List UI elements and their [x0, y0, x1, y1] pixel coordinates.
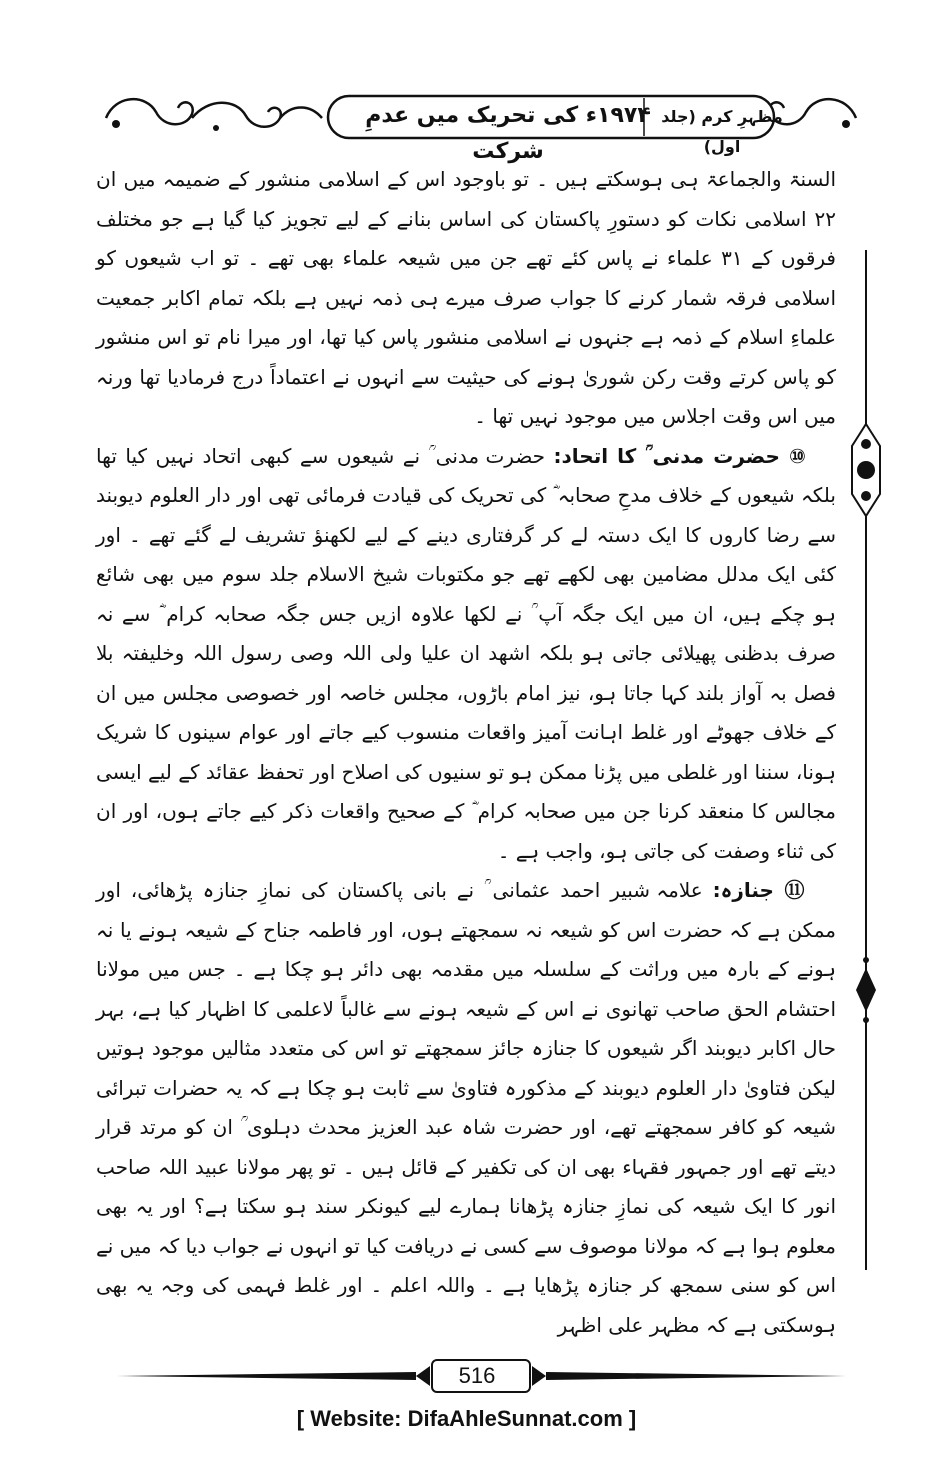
paragraph-text: السنۃ والجماعۃ ہی ہوسکتے ہیں ۔ تو باوجود اس کے اسلامی منشور کے ضمیمہ میں ان ۲۲ اسلامی نکات کو دستورِ پاکستان کی اساس بنانے کے لیے تجویز کیا گیا ہے جو مختلف فرقوں کے ۳۱ علماء نے پاس کئے تھے جن میں شیعہ علماء بھی تھے ۔ تو اب شیعوں کو اسلامی فرقہ شمار کرنے کا جواب صرف میرے ہی ذمہ نہیں ہے بلکہ تمام اکابر جمعیت علماءِ اسلام کے ذمہ ہے جنہوں نے اسلامی منشور پاس کیا تھا، اور میرا نام تو اس منشور کو پاس کرتے وقت رکن شوریٰ ہونے کی حیثیت سے انہوں نے اعتماداً درج فرمادیا تھا ورنہ میں اس وقت اجلاس میں موجود نہیں تھا ۔ — [96, 167, 836, 428]
paragraph-text: علامہ شبیر احمد عثمانی ؒ نے بانی پاکستان کی نمازِ جنازہ پڑھائی، اور ممکن ہے کہ حضرت اس کو شیعہ نہ سمجھتے ہوں، اور فاطمہ جناح کے شیعہ ہونے یا نہ ہونے کے بارہ میں وراثت کے سلسلہ میں مقدمہ بھی دائر ہو چکا ہے ۔ جس میں مولانا احتشام الحق صاحب تھانوی نے اس کے شیعہ ہونے سے غالباً لاعلمی کا اظہار کیا ہے، بہر حال اکابر دیوبند اگر شیعوں کا جنازہ جائز سمجھتے تو اس کی متعدد مثالیں موجود ہوتیں لیکن فتاویٰ دار العلوم دیوبند کے مذکورہ فتاویٰ سے ثابت ہو چکا ہے کہ یہ حضرات تبرائی شیعہ کو کافر سمجھتے تھے، اور حضرت شاہ عبد العزیز محدث دہلوی ؒ ان کو مرتد قرار دیتے تھے اور جمہور فقہاء بھی ان کی تکفیر کے قائل ہیں ۔ تو پھر مولانا عبید اللہ صاحب انور کا ایک شیعہ کی نمازِ جنازہ پڑھانا ہمارے لیے کیونکر سند ہو سکتا ہے؟ اور یہ بھی معلوم ہوا ہے کہ مولانا موصوف سے کسی نے دریافت کیا تو انہوں نے جواب دیا کہ میں نے اس کو سنی سمجھ کر جنازہ پڑھایا ہے ۔ واللہ اعلم ۔ اور غلط فہمی کی وجہ یہ بھی ہوسکتی ہے کہ مظہر علی اظہر — [96, 878, 836, 1337]
chapter-title: ۱۹۷۴ء کی تحریک میں عدمِ شرکت — [365, 103, 651, 164]
paragraph-heading: ⑪ جنازہ: — [712, 878, 808, 902]
paragraph — [96, 437, 836, 872]
website-footer: [ Website: DifaAhleSunnat.com ] — [296, 1406, 637, 1431]
paragraph-text: حضرت مدنی ؒ نے شیعوں سے کبھی اتحاد نہیں کیا تھا بلکہ شیعوں کے خلاف مدحِ صحابہ ؓ کی تحریک کی قیادت فرمائی تھی اور دار العلوم دیوبند سے رضا کاروں کا ایک دستہ لے کر گرفتاری دینے کے لیے لکھنؤ تشریف لے گئے تھے ۔ اور کئی ایک مدلل مضامین بھی لکھے تھے جو مکتوبات شیخ الاسلام جلد سوم میں بھی شائع ہو چکے ہیں، ان میں ایک جگہ آپ ؒ نے لکھا علاوہ ازیں جس جگہ صحابہ کرام ؓ سے نہ صرف بدظنی پھیلائی جاتی ہو بلکہ اشھد ان علیا ولی اللہ وصی رسول اللہ وخلیفتہ بلا فصل بہ آواز بلند کہا جاتا ہو، نیز امام باڑوں، مجلس خاصہ اور خصوصی مجلس میں ان کے خلاف جھوٹے اور غلط اہانت آمیز واقعات منسوب کیے جاتے اور عوام سینوں کا شریک ہونا، سننا اور غلطی میں پڑنا ممکن ہو تو سنیوں کی اصلاح اور تحفظ عقائد کے لیے ایسی مجالس کا منعقد کرنا جن میں صحابہ کرام ؓ کے صحیح واقعات ذکر کیے جاتے ہوں، اور ان کی ثناء وصفت کی جاتی ہو، واجب ہے ۔ — [96, 443, 836, 863]
page-number: 516 — [458, 1363, 496, 1388]
side-border-ornament-icon — [848, 250, 884, 1270]
paragraph — [96, 160, 836, 437]
paragraph-heading: ⑩ حضرت مدنی ؒ کا اتحاد: — [553, 443, 809, 468]
paragraph — [96, 871, 836, 1345]
page-header — [96, 88, 866, 164]
book-title: مظہرِ کرم (جلد اول) — [661, 107, 783, 156]
page-number-bar — [96, 1354, 866, 1398]
page-body — [96, 160, 836, 1345]
